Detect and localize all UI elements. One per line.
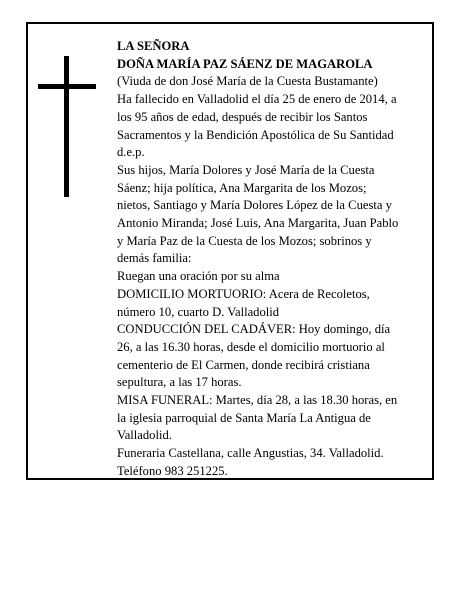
mass-line-3: Valladolid.: [117, 428, 172, 443]
phone-line: Teléfono 983 251225.: [117, 463, 228, 478]
family-line-1: Sus hijos, María Dolores y José María de la Cuesta: [117, 162, 375, 177]
obituary-text: [117, 38, 427, 481]
family-line-4: Antonio Miranda; José Luis, Ana Margarita, Juan Pablo: [117, 216, 399, 231]
prayer-request: Ruegan una oración por su alma: [117, 269, 280, 284]
cross-horizontal-bar: [38, 84, 96, 89]
family-line-5: y María Paz de la Cuesta de los Mozos; sobrinos y: [117, 233, 372, 248]
family-line-6: demás familia:: [117, 251, 192, 266]
family-line-2: Sáenz; hija política, Ana Margarita de los Mozos;: [117, 180, 367, 195]
death-line-3: Sacramentos y la Bendición Apostólica de Su Santidad: [117, 127, 394, 142]
procession-line-2: 26, a las 16.30 horas, desde el domicilio mortuorio al: [117, 339, 385, 354]
address-line-2: número 10, cuarto D. Valladolid: [117, 304, 280, 319]
address-line-1: DOMICILIO MORTUORIO: Acera de Recoletos,: [117, 286, 370, 301]
rip: d.e.p.: [117, 145, 145, 160]
mass-line-2: la iglesia parroquial de Santa María La Antigua de: [117, 410, 371, 425]
procession-line-3: cementerio de El Carmen, donde recibirá cristiana: [117, 357, 370, 372]
title-honorific: LA SEÑORA: [117, 39, 190, 53]
procession-line-4: sepultura, a las 17 horas.: [117, 375, 242, 390]
death-line-1: Ha fallecido en Valladolid el día 25 de enero de 2014, a: [117, 92, 397, 107]
deceased-name: DOÑA MARÍA PAZ SÁENZ DE MAGAROLA: [117, 56, 373, 71]
cross-vertical-bar: [64, 56, 69, 197]
death-line-2: los 95 años de edad, después de recibir los Santos: [117, 109, 368, 124]
family-line-3: nietos, Santiago y María Dolores López de la Cuesta y: [117, 198, 392, 213]
widow-of: (Viuda de don José María de la Cuesta Bustamante): [117, 74, 378, 89]
funeral-home-line: Funeraria Castellana, calle Angustias, 34. Valladolid.: [117, 446, 384, 461]
mass-line-1: MISA FUNERAL: Martes, día 28, a las 18.30 horas, en: [117, 393, 398, 408]
procession-line-1: CONDUCCIÓN DEL CADÁVER: Hoy domingo, día: [117, 322, 391, 337]
